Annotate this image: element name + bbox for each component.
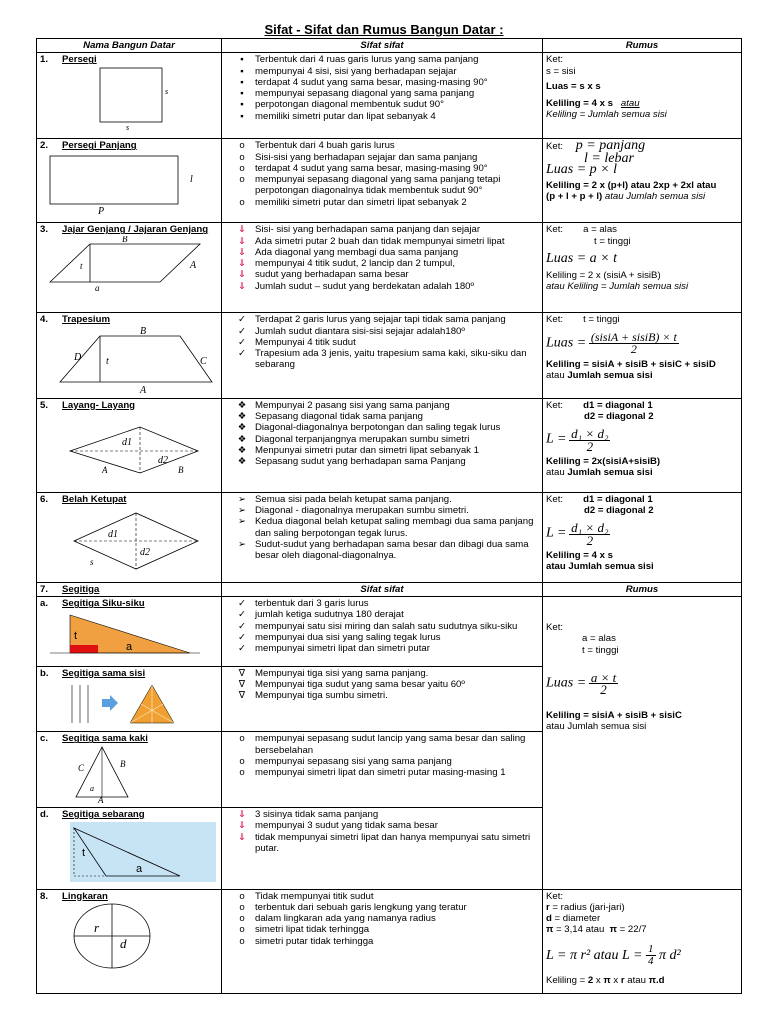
- list-item: [225, 236, 539, 247]
- bullet-icon: ✓: [237, 620, 247, 632]
- svg-text:A: A: [98, 794, 104, 803]
- bullet-icon: ⇓: [237, 820, 247, 832]
- svg-text:a: a: [126, 641, 133, 654]
- table-row: [37, 582, 742, 596]
- svg-text:B: B: [122, 235, 128, 244]
- formula-cell: Ket: d1 = diagonal 1 d2 = diagonal 2 L = $\frac{\text{d₁ × d₂}}{2}$ Keliling = 4 x s atau Jumlah semua sisi: [543, 492, 742, 582]
- list-item: [225, 891, 539, 902]
- list-item: [225, 494, 539, 505]
- shape-cell: c. Segitiga sama kaki C B a A: [37, 732, 222, 808]
- header-props: Sifat sifat: [222, 582, 543, 596]
- shape-name: Segitiga Siku-siku: [62, 598, 145, 610]
- header-name: Nama Bangun Datar: [37, 39, 222, 53]
- bullet-icon: o: [239, 162, 245, 174]
- table-row: [37, 53, 742, 139]
- bullet-icon: ⇓: [237, 235, 247, 247]
- list-item: [225, 598, 539, 609]
- list-item: [225, 434, 539, 445]
- bullet-icon: ❖: [237, 411, 247, 423]
- svg-text:B: B: [120, 758, 126, 769]
- shape-name: Segitiga: [62, 583, 100, 595]
- list-item: [225, 679, 539, 690]
- property-text: memiliki simetri putar dan simetri lipat sebanyak 2: [255, 196, 467, 208]
- property-text: 3 sisinya tidak sama panjang: [255, 808, 379, 820]
- shape-cell: 6. Belah Ketupat d1 d2 s: [37, 492, 222, 582]
- property-text: Sudut-sudut yang berhadapan sama besar dan dibagi dua sama besar oleh diagonal-diagonalnya.: [255, 539, 529, 562]
- svg-text:d2: d2: [140, 547, 150, 559]
- property-text: mempunyai simetri lipat dan simetri putar: [255, 643, 430, 655]
- bullet-icon: ∇: [238, 679, 246, 691]
- bullet-icon: ❖: [237, 399, 247, 411]
- property-text: jumlah ketiga sudutnya 180 derajat: [255, 609, 404, 621]
- bullet-icon: o: [239, 913, 245, 925]
- props-cell: [222, 807, 543, 889]
- formula-cell: Ket: a = alas t = tinggi Luas = a × t Keliling = 2 x (sisiA + sisiB) atau Keliling = Jumlah semua sisi: [543, 223, 742, 313]
- bullet-icon: ▪: [240, 65, 244, 77]
- property-text: mempunyai dua sisi yang saling tegak lurus: [255, 632, 441, 644]
- property-text: Mempunyai 2 pasang sisi yang sama panjang: [255, 399, 450, 411]
- svg-text:t: t: [80, 260, 83, 271]
- list-item: [225, 767, 539, 778]
- svg-text:d1: d1: [122, 437, 132, 449]
- property-text: Ada simetri putar 2 buah dan tidak mempunyai simetri lipat: [255, 235, 505, 247]
- svg-text:d: d: [120, 935, 127, 951]
- list-item: [225, 809, 539, 820]
- svg-text:t: t: [82, 847, 86, 860]
- property-text: Ada diagonal yang membagi dua sama panjang: [255, 246, 459, 258]
- list-item: [225, 505, 539, 516]
- property-text: mempunyai sepasang sudut lancip yang sama besar dan saling bersebelahan: [255, 733, 526, 756]
- property-text: Diagonal - diagonalnya merupakan sumbu simetri.: [255, 505, 469, 517]
- list-item: [225, 314, 539, 325]
- property-text: Terbentuk dari 4 buah garis lurus: [255, 140, 395, 152]
- bullet-icon: ∇: [238, 690, 246, 702]
- formula-cell: Ket: r = radius (jari-jari) d = diameter π = 3,14 atau π = 22/7 L = π r² atau L = $\frac{1}{4}$ π d² Keliling = 2 x π x r atau π.d: [543, 889, 742, 993]
- property-text: Mempunyai tiga sumbu simetri.: [255, 690, 388, 702]
- parallelogram-figure: [40, 236, 220, 292]
- list-item: [225, 152, 539, 163]
- property-text: terdapat 4 sudut yang sama besar, masing-masing 90°: [255, 76, 488, 88]
- svg-text:r: r: [94, 919, 100, 935]
- svg-text:a: a: [136, 863, 143, 876]
- shape-name: Lingkaran: [62, 890, 108, 902]
- rhombus-figure: [40, 505, 220, 573]
- bullet-icon: ✓: [237, 598, 247, 610]
- bullet-icon: ✓: [237, 632, 247, 644]
- svg-text:d2: d2: [158, 455, 168, 467]
- right-triangle-figure: [40, 609, 220, 661]
- table-header: [37, 39, 742, 53]
- bullet-icon: o: [239, 196, 245, 208]
- table-row: [37, 889, 742, 993]
- list-item: [225, 224, 539, 235]
- bullet-icon: ❖: [237, 445, 247, 457]
- bullet-icon: ✓: [237, 643, 247, 655]
- bullet-icon: o: [239, 767, 245, 779]
- shapes-table: [36, 38, 742, 994]
- bullet-icon: ⇓: [237, 269, 247, 281]
- list-item: [225, 111, 539, 122]
- property-text: mempunyai satu sisi miring dan salah satu sudutnya siku-siku: [255, 620, 518, 632]
- list-item: [225, 54, 539, 65]
- svg-text:a: a: [95, 282, 100, 292]
- list-item: [225, 99, 539, 110]
- bullet-icon: ✓: [237, 609, 247, 621]
- shape-name: Layang- Layang: [62, 399, 136, 411]
- list-item: [225, 820, 539, 831]
- table-row: [37, 139, 742, 223]
- list-item: [225, 445, 539, 456]
- list-item: [225, 77, 539, 88]
- bullet-icon: ⇓: [237, 258, 247, 270]
- props-cell: [222, 313, 543, 399]
- property-text: Semua sisi pada belah ketupat sama panjang.: [255, 493, 452, 505]
- list-item: [225, 643, 539, 654]
- property-text: sudut yang berhadapan sama besar: [255, 269, 409, 281]
- bullet-icon: ❖: [237, 422, 247, 434]
- property-text: Jumlah sudut – sudut yang berdekatan adalah 180º: [255, 280, 474, 292]
- property-text: Kedua diagonal belah ketupat saling membagi dua sama panjang dan saling berpotongan tegak lurus.: [255, 516, 534, 539]
- bullet-icon: ▪: [240, 88, 244, 100]
- list-item: [225, 337, 539, 348]
- svg-text:B: B: [178, 465, 184, 476]
- list-item: [225, 269, 539, 280]
- bullet-icon: ➢: [237, 505, 247, 517]
- property-text: Trapesium ada 3 jenis, yaitu trapesium sama kaki, siku-siku dan sebarang: [255, 348, 527, 371]
- shape-cell: a. Segitiga Siku-siku t a: [37, 597, 222, 667]
- list-item: [225, 832, 539, 855]
- bullet-icon: ✓: [237, 348, 247, 360]
- formula-cell: Ket: a = alas t = tinggi Luas = $\frac{a \times t}{2}$ Keliling = sisiA + sisiB + sisiC atau Jumlah semua sisi: [543, 597, 742, 889]
- property-text: mempunyai sepasang sisi yang sama panjang: [255, 755, 452, 767]
- svg-text:A: A: [140, 384, 147, 394]
- bullet-icon: o: [239, 733, 245, 745]
- svg-text:l: l: [190, 173, 193, 185]
- props-cell: [222, 223, 543, 313]
- trapezoid-figure: [40, 326, 220, 394]
- bullet-icon: ⇓: [237, 831, 247, 843]
- bullet-icon: ⇓: [237, 224, 247, 236]
- isosceles-triangle-figure: [40, 745, 220, 803]
- bullet-icon: o: [239, 174, 245, 186]
- shape-cell: 1. Persegi s s: [37, 53, 222, 139]
- props-list: [225, 314, 539, 370]
- props-cell: [222, 492, 543, 582]
- bullet-icon: o: [239, 935, 245, 947]
- props-list: [225, 54, 539, 122]
- shape-cell: 5. Layang- Layang d1 d2 A B: [37, 398, 222, 492]
- svg-text:A: A: [190, 259, 197, 271]
- props-cell: [222, 597, 543, 667]
- header-props: Sifat sifat: [222, 39, 543, 53]
- svg-text:s: s: [90, 557, 94, 568]
- shape-name: Segitiga sama kaki: [62, 733, 148, 745]
- bullet-icon: ✓: [237, 325, 247, 337]
- bullet-icon: o: [239, 140, 245, 152]
- list-item: [225, 690, 539, 701]
- list-item: [225, 411, 539, 422]
- kite-figure: [40, 411, 220, 483]
- table-row: [37, 398, 742, 492]
- property-text: Terbentuk dari 4 ruas garis lurus yang sama panjang: [255, 54, 479, 66]
- svg-text:s: s: [165, 86, 169, 96]
- formula-cell: Ket: s = sisi Luas = s x s Keliling = 4 x s atau Keliling = Jumlah semua sisi: [543, 53, 742, 139]
- bullet-icon: ▪: [240, 76, 244, 88]
- props-list: [225, 891, 539, 947]
- svg-text:d1: d1: [108, 529, 118, 541]
- bullet-icon: ⇓: [237, 280, 247, 292]
- bullet-icon: ➢: [237, 516, 247, 528]
- property-text: Diagonal terpanjangnya merupakan sumbu simetri: [255, 433, 470, 445]
- svg-text:t: t: [74, 630, 78, 643]
- props-cell: [222, 889, 543, 993]
- props-list: [225, 733, 539, 778]
- list-item: [225, 621, 539, 632]
- page-title: Sifat - Sifat dan Rumus Bangun Datar :: [264, 22, 504, 37]
- bullet-icon: ⇓: [237, 808, 247, 820]
- bullet-icon: o: [239, 755, 245, 767]
- scalene-triangle-figure: [40, 820, 220, 884]
- bullet-icon: ✓: [237, 314, 247, 326]
- svg-text:B: B: [140, 325, 147, 337]
- list-item: [225, 247, 539, 258]
- header-formula: Rumus: [543, 39, 742, 53]
- circle-figure: [40, 902, 220, 974]
- list-item: [225, 174, 539, 197]
- shape-name: Persegi Panjang: [62, 140, 137, 152]
- bullet-icon: ➢: [237, 539, 247, 551]
- svg-text:D: D: [74, 351, 82, 363]
- props-list: [225, 400, 539, 468]
- props-cell: [222, 53, 543, 139]
- property-text: Tidak mempunyai titik sudut: [255, 890, 374, 902]
- list-item: [225, 348, 539, 371]
- shape-cell: b. Segitiga sama sisi: [37, 666, 222, 732]
- property-text: Mempunyai tiga sisi yang sama panjang.: [255, 667, 429, 679]
- property-text: dalam lingkaran ada yang namanya radius: [255, 913, 436, 925]
- list-item: [225, 756, 539, 767]
- list-item: [225, 326, 539, 337]
- property-text: tidak mempunyai simetri lipat dan hanya mempunyai satu simetri putar.: [255, 831, 531, 854]
- props-list: [225, 494, 539, 562]
- svg-text:a: a: [90, 783, 94, 793]
- bullet-icon: o: [239, 901, 245, 913]
- property-text: terbentuk dari sebuah garis lengkung yang teratur: [255, 901, 467, 913]
- shape-cell: 8. Lingkaran r d: [37, 889, 222, 993]
- list-item: [225, 733, 539, 756]
- property-text: Sisi-sisi yang berhadapan sejajar dan sama panjang: [255, 151, 478, 163]
- formula-cell: Ket: p = panjang l = lebar Luas = p × l Keliling = 2 x (p+l) atau 2xp + 2xl atau (p + l + p + l) atau Jumlah semua sisi: [543, 139, 742, 223]
- square-figure: [40, 66, 220, 132]
- rectangle-figure: [40, 152, 220, 216]
- list-item: [225, 197, 539, 208]
- table-row: [37, 313, 742, 399]
- property-text: simetri lipat tidak terhingga: [255, 924, 370, 936]
- svg-text:A: A: [102, 465, 108, 476]
- shape-cell: d. Segitiga sebarang t a: [37, 807, 222, 889]
- property-text: memiliki simetri putar dan lipat sebanyak 4: [255, 110, 436, 122]
- list-item: [225, 902, 539, 913]
- property-text: mempunyai 4 titik sudut, 2 lancip dan 2 tumpul,: [255, 258, 455, 270]
- bullet-icon: ✓: [237, 336, 247, 348]
- bullet-icon: ➢: [237, 493, 247, 505]
- svg-text:C: C: [200, 355, 207, 367]
- property-text: Sisi- sisi yang berhadapan sama panjang dan sejajar: [255, 224, 481, 236]
- list-item: [225, 88, 539, 99]
- bullet-icon: o: [239, 890, 245, 902]
- list-item: [225, 913, 539, 924]
- shape-name: Persegi: [62, 54, 97, 66]
- props-cell: [222, 139, 543, 223]
- bullet-icon: ❖: [237, 456, 247, 468]
- props-list: [225, 140, 539, 208]
- formula-cell: Ket: d1 = diagonal 1 d2 = diagonal 2 L = $\frac{\text{d₁ × d₂}}{2}$ Keliling = 2x(sisiA+sisiB) atau Jumlah semua sisi: [543, 398, 742, 492]
- property-text: mempunyai sepasang diagonal yang sama panjang tetapi perpotongan diagonalnya tidak membentuk sudut 90°: [255, 174, 501, 197]
- bullet-icon: o: [239, 151, 245, 163]
- property-text: Jumlah sudut diantara sisi-sisi sejajar adalah180º: [255, 325, 465, 337]
- bullet-icon: ▪: [240, 99, 244, 111]
- equilateral-triangle-figure: [40, 679, 220, 727]
- shape-name: Segitiga sama sisi: [62, 667, 146, 679]
- props-cell: [222, 666, 543, 732]
- svg-text:P: P: [98, 205, 105, 216]
- list-item: [225, 632, 539, 643]
- shape-cell: 7. Segitiga: [37, 582, 222, 596]
- svg-text:t: t: [106, 355, 109, 367]
- props-list: [225, 809, 539, 854]
- shape-cell: 2. Persegi Panjang l P: [37, 139, 222, 223]
- props-cell: [222, 398, 543, 492]
- svg-text:s: s: [126, 122, 130, 132]
- list-item: [225, 422, 539, 433]
- table-row: [37, 223, 742, 313]
- table-row: [37, 597, 742, 667]
- list-item: [225, 258, 539, 269]
- shape-name: Jajar Genjang / Jajaran Genjang: [62, 224, 209, 236]
- svg-text:C: C: [78, 762, 85, 773]
- property-text: mempunyai sepasang diagonal yang sama panjang: [255, 88, 475, 100]
- property-text: Mempunyai 4 titik sudut: [255, 336, 356, 348]
- list-item: [225, 140, 539, 151]
- props-cell: [222, 732, 543, 808]
- list-item: [225, 609, 539, 620]
- property-text: mempunyai 3 sudut yang tidak sama besar: [255, 820, 438, 832]
- property-text: simetri putar tidak terhingga: [255, 935, 374, 947]
- table-row: [37, 492, 742, 582]
- props-list: [225, 668, 539, 702]
- property-text: Mempunyai tiga sudut yang sama besar yaitu 60º: [255, 679, 465, 691]
- shape-cell: 4. Trapesium B D t C A: [37, 313, 222, 399]
- bullet-icon: ▪: [240, 110, 244, 122]
- formula-cell: Ket: t = tinggi Luas = (sisiA + sisiB) × t 2 Keliling = sisiA + sisiB + sisiC + sisiD atau Jumlah semua sisi: [543, 313, 742, 399]
- list-item: [225, 668, 539, 679]
- property-text: Terdapat 2 garis lurus yang sejajar tapi tidak sama panjang: [255, 314, 506, 326]
- bullet-icon: ▪: [240, 54, 244, 66]
- props-list: [225, 224, 539, 292]
- property-text: mempunyai simetri lipat dan simetri putar masing-masing 1: [255, 767, 506, 779]
- property-text: terdapat 4 sudut yang sama besar, masing-masing 90°: [255, 162, 488, 174]
- list-item: [225, 936, 539, 947]
- bullet-icon: ⇓: [237, 246, 247, 258]
- shape-name: Belah Ketupat: [62, 493, 127, 505]
- bullet-icon: ❖: [237, 433, 247, 445]
- property-text: Sepasang sudut yang berhadapan sama Panjang: [255, 456, 466, 468]
- property-text: terbentuk dari 3 garis lurus: [255, 598, 369, 610]
- list-item: [225, 924, 539, 935]
- bullet-icon: ∇: [238, 667, 246, 679]
- list-item: [225, 400, 539, 411]
- list-item: [225, 516, 539, 539]
- header-formula: Rumus: [543, 582, 742, 596]
- shape-name: Trapesium: [62, 314, 110, 326]
- props-list: [225, 598, 539, 654]
- list-item: [225, 456, 539, 467]
- property-text: Sepasang diagonal tidak sama panjang: [255, 411, 424, 423]
- property-text: perpotongan diagonal membentuk sudut 90°: [255, 99, 444, 111]
- list-item: [225, 539, 539, 562]
- list-item: [225, 163, 539, 174]
- list-item: [225, 66, 539, 77]
- shape-name: Segitiga sebarang: [62, 808, 145, 820]
- list-item: [225, 281, 539, 292]
- property-text: Menpunyai simetri putar dan simetri lipat sebanyak 1: [255, 445, 479, 457]
- property-text: mempunyai 4 sisi, sisi yang berhadapan sejajar: [255, 65, 457, 77]
- shape-cell: 3. Jajar Genjang / Jajaran Genjang B t A a: [37, 223, 222, 313]
- bullet-icon: o: [239, 924, 245, 936]
- property-text: Diagonal-diagonalnya berpotongan dan saling tegak lurus: [255, 422, 501, 434]
